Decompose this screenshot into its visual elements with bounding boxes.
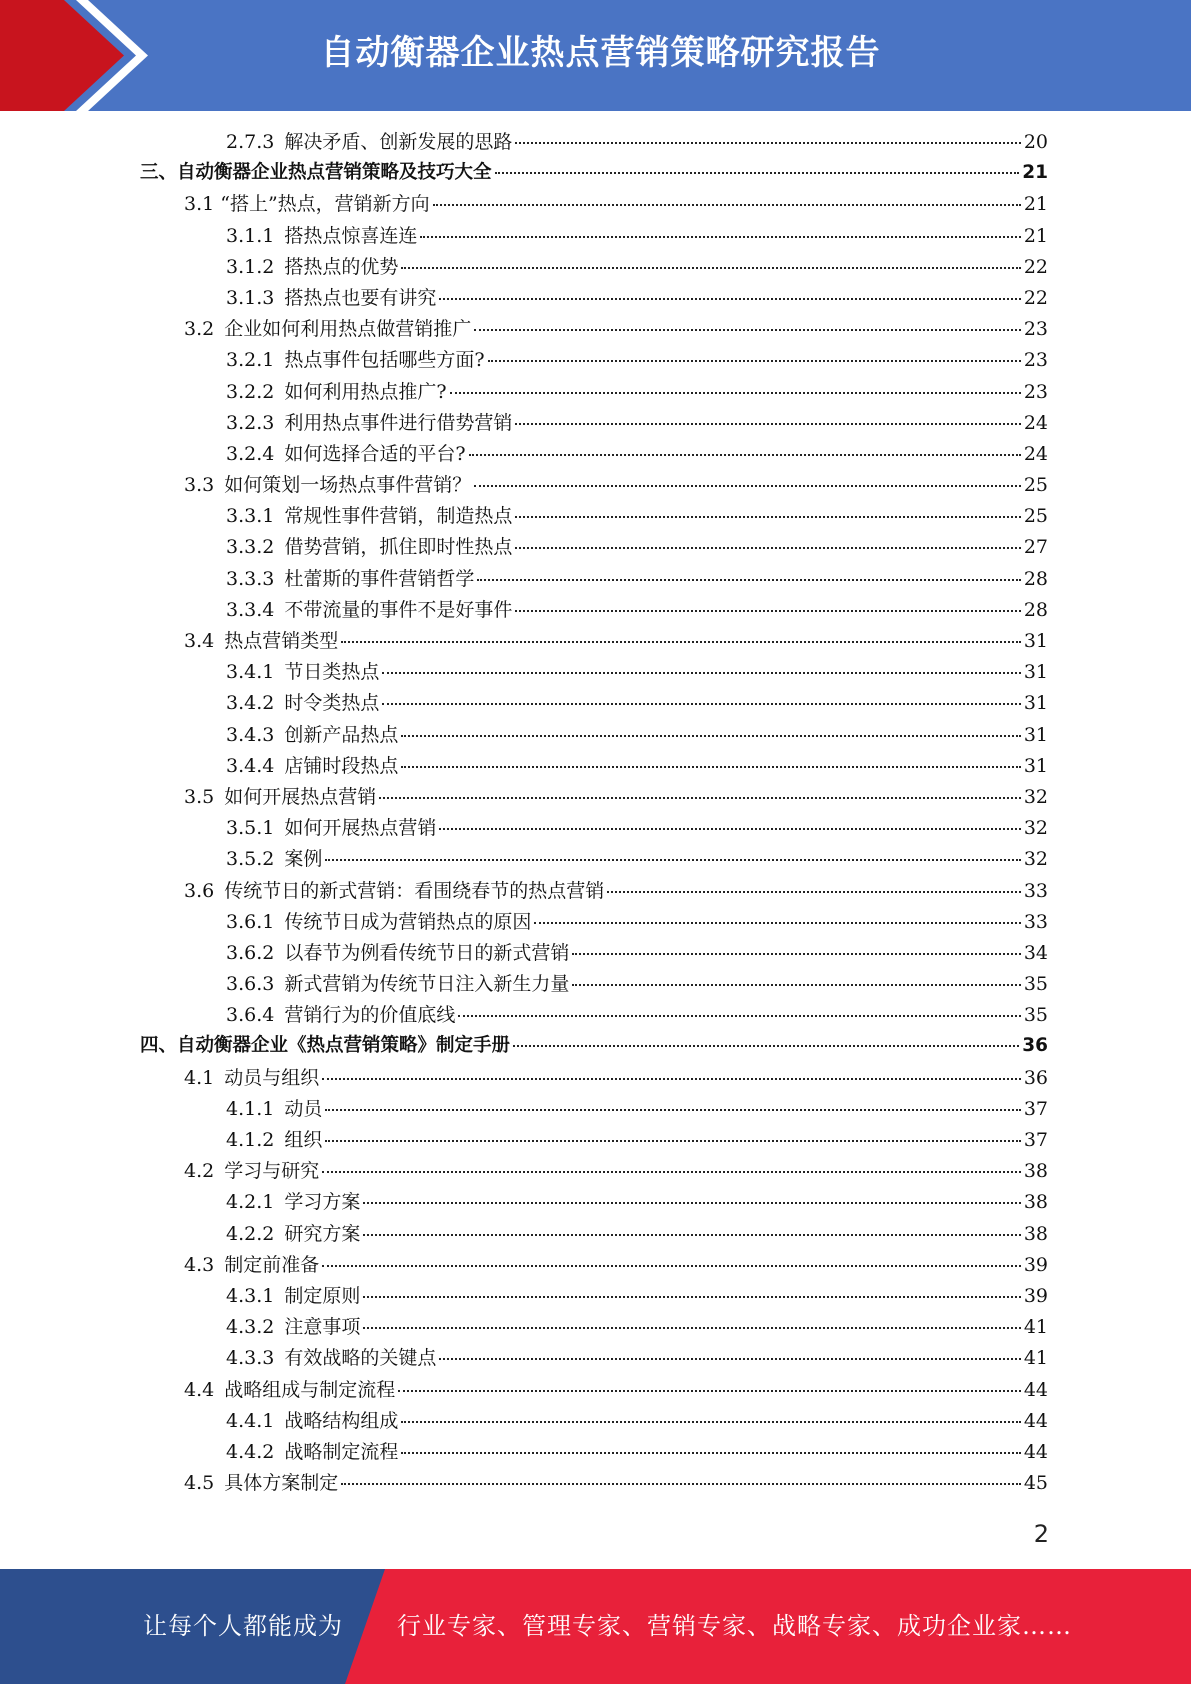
toc-entry-number: 4.3.3 [226,1347,275,1370]
toc-entry-title: 借势营销，抓住即时性热点 [284,536,513,559]
toc-entry[interactable] [140,439,1048,470]
toc-entry[interactable] [140,1281,1048,1312]
toc-dot-leader [495,172,1020,174]
toc-entry-title: 杜蕾斯的事件营销哲学 [284,567,475,590]
toc-dot-leader [477,579,1020,581]
toc-entry-number: 4.2.1 [226,1191,275,1214]
toc-entry[interactable] [140,408,1048,439]
toc-dot-leader [325,859,1020,861]
document-title: 自动衡器企业热点营销策略研究报告 [320,33,881,73]
toc-dot-leader [450,392,1021,394]
toc-entry[interactable] [140,564,1048,595]
toc-dot-leader [572,984,1020,986]
toc-dot-leader [401,735,1020,737]
toc-dot-leader [420,236,1020,238]
toc-dot-leader [458,1015,1020,1017]
toc-entry-title: 3.1 “搭上”热点，营销新方向 [184,193,430,216]
toc-dot-leader [433,204,1021,206]
toc-entry[interactable] [140,470,1048,501]
toc-entry-title: 动员与组织 [224,1066,320,1089]
toc-entry[interactable] [140,1375,1048,1406]
toc-entry-title: 传统节日的新式营销：看围绕春节的热点营销 [224,879,605,902]
toc-entry-page: 28 [1023,567,1048,590]
toc-dot-leader [515,142,1020,144]
toc-entry[interactable] [140,1094,1048,1125]
toc-entry[interactable] [140,876,1048,907]
toc-entry-number: 4.4 [184,1378,215,1401]
toc-entry-title: 动员 [284,1097,323,1120]
toc-entry-title: 解决矛盾、创新发展的思路 [284,131,513,153]
toc-dot-leader [363,1327,1020,1329]
toc-dot-leader [439,298,1020,300]
toc-dot-leader [515,516,1020,518]
toc-entry[interactable] [140,938,1048,969]
toc-entry-number: 4.3.2 [226,1316,275,1339]
toc-entry-page: 39 [1023,1284,1048,1307]
toc-dot-leader [401,1452,1020,1454]
toc-entry-number: 3.1.2 [226,255,275,278]
toc-entry[interactable] [140,189,1048,220]
toc-entry-number: 4.1.1 [226,1097,275,1120]
toc-entry-number: 3.5 [184,785,215,808]
toc-entry-page: 36 [1022,1035,1048,1057]
toc-dot-leader [382,672,1020,674]
toc-entry-title: 研究方案 [284,1222,361,1245]
toc-entry-number: 3.3.4 [226,598,275,621]
toc-entry-number: 2.7.3 [226,131,275,153]
toc-entry-page: 20 [1023,131,1048,153]
toc-entry-title: 企业如何利用热点做营销推广 [224,318,472,341]
toc-entry-page: 21 [1023,224,1048,247]
toc-entry-title: 节日类热点 [284,661,380,684]
toc-entry-number: 3.2.1 [226,349,275,372]
page-footer [0,1569,1191,1684]
toc-entry-page: 33 [1023,910,1048,933]
toc-entry[interactable] [140,844,1048,875]
toc-entry-title: 如何策划一场热点事件营销？ [224,474,472,497]
toc-entry[interactable] [140,501,1048,532]
toc-entry-page: 31 [1023,630,1048,652]
toc-entry-number: 3.1.3 [226,286,275,309]
toc-entry-number: 3.6.2 [226,941,275,964]
toc-entry[interactable] [140,1063,1048,1094]
toc-entry-page: 25 [1023,474,1048,497]
toc-entry-title: 搭热点惊喜连连 [284,224,418,247]
toc-dot-leader [474,485,1021,487]
toc-entry-title: 战略制定流程 [284,1440,399,1463]
toc-entry-number: 3.4 [184,630,215,652]
page-number: 2 [1033,1520,1049,1548]
toc-dot-leader [469,454,1021,456]
toc-entry-page: 23 [1023,318,1048,341]
toc-entry-page: 23 [1023,349,1048,372]
toc-entry-page: 44 [1023,1378,1048,1401]
toc-entry-number: 4.3.1 [226,1284,275,1307]
toc-entry-title: 创新产品热点 [284,723,399,746]
toc-entry-number: 3.6 [184,879,215,902]
toc-entry[interactable] [140,377,1048,408]
toc-entry-title: 如何选择合适的平台? [284,442,466,465]
toc-entry[interactable] [140,252,1048,283]
toc-entry-page: 32 [1023,848,1048,871]
toc-entry[interactable] [140,688,1048,719]
toc-entry[interactable] [140,1468,1048,1499]
toc-entry[interactable] [140,1312,1048,1343]
toc-entry-page: 38 [1023,1191,1048,1214]
toc-entry-page: 21 [1022,162,1048,184]
toc-entry-page: 45 [1023,1472,1048,1495]
toc-entry-title: 如何利用热点推广? [284,380,447,403]
toc-entry-title: 营销行为的价值底线 [284,1004,456,1027]
toc-entry[interactable] [140,1406,1048,1437]
toc-entry[interactable] [140,283,1048,314]
table-of-contents [140,127,1048,1499]
toc-dot-leader [363,1296,1020,1298]
toc-entry-title: 搭热点也要有讲究 [284,286,437,309]
toc-dot-leader [401,267,1020,269]
toc-entry-title: 学习方案 [284,1191,361,1214]
toc-entry-title: 搭热点的优势 [284,255,399,278]
toc-entry-title: 以春节为例看传统节日的新式营销 [284,941,570,964]
toc-entry[interactable] [140,813,1048,844]
toc-entry-page: 35 [1023,973,1048,996]
toc-dot-leader [322,1078,1021,1080]
toc-entry-page: 37 [1023,1097,1048,1120]
toc-entry-number: 3.2.3 [226,411,275,434]
toc-entry-page: 22 [1023,255,1048,278]
toc-entry-number: 4.5 [184,1472,215,1495]
toc-entry-number: 4.1.2 [226,1129,275,1151]
toc-entry[interactable] [140,127,1048,158]
toc-entry-title: 具体方案制定 [224,1472,339,1495]
toc-entry[interactable] [140,626,1048,657]
toc-entry-title: 三、自动衡器企业热点营销策略及技巧大全 [140,162,492,184]
toc-entry-page: 44 [1023,1409,1048,1432]
toc-entry-title: 学习与研究 [224,1160,320,1183]
toc-entry-number: 3.5.2 [226,848,275,871]
toc-entry-page: 33 [1023,879,1048,902]
toc-entry[interactable] [140,1219,1048,1250]
toc-entry[interactable] [140,158,1048,189]
toc-dot-leader [382,703,1020,705]
toc-entry-title: 热点事件包括哪些方面? [284,349,485,372]
toc-entry-page: 21 [1023,193,1048,216]
toc-entry-title: 新式营销为传统节日注入新生力量 [284,973,570,996]
toc-entry-number: 3.6.4 [226,1004,275,1027]
toc-entry-number: 4.2 [184,1160,215,1183]
toc-dot-leader [363,1202,1020,1204]
toc-entry[interactable] [140,1343,1048,1374]
toc-entry-number: 3.4.2 [226,692,275,715]
toc-entry-number: 3.3.3 [226,567,275,590]
toc-dot-leader [325,1140,1020,1142]
toc-entry-title: 制定原则 [284,1284,361,1307]
toc-entry[interactable] [140,1437,1048,1468]
toc-dot-leader [439,828,1020,830]
toc-entry-page: 44 [1023,1440,1048,1463]
toc-entry[interactable] [140,532,1048,563]
toc-entry-number: 3.1.1 [226,224,275,247]
toc-entry-number: 3.2 [184,318,215,341]
toc-entry-number: 3.6.3 [226,973,275,996]
toc-entry-number: 3.2.2 [226,380,275,403]
toc-entry-title: 战略结构组成 [284,1409,399,1432]
toc-entry-title: 常规性事件营销，制造热点 [284,505,513,528]
toc-dot-leader [341,641,1021,643]
toc-entry-number: 3.4.1 [226,661,275,684]
toc-entry[interactable] [140,1187,1048,1218]
toc-entry[interactable] [140,345,1048,376]
toc-entry-title: 利用热点事件进行借势营销 [284,411,513,434]
toc-entry[interactable] [140,751,1048,782]
toc-entry[interactable] [140,657,1048,688]
toc-dot-leader [515,423,1020,425]
toc-entry-title: 注意事项 [284,1316,361,1339]
toc-entry-number: 4.2.2 [226,1222,275,1245]
toc-entry-page: 31 [1023,692,1048,715]
toc-dot-leader [534,922,1020,924]
toc-entry-title: 案例 [284,848,323,871]
toc-entry-number: 4.1 [184,1066,215,1089]
toc-entry-number: 3.6.1 [226,910,275,933]
toc-entry-page: 35 [1023,1004,1048,1027]
footer-slogan-left: 让每个人都能成为 [143,1612,343,1640]
toc-entry-page: 31 [1023,754,1048,777]
toc-entry-number: 4.3 [184,1253,215,1276]
toc-entry[interactable] [140,1156,1048,1187]
toc-dot-leader [474,329,1021,331]
toc-entry-title: 时令类热点 [284,692,380,715]
toc-entry-title: 组织 [284,1129,323,1151]
toc-entry-title: 有效战略的关键点 [284,1347,437,1370]
toc-entry-page: 41 [1023,1316,1048,1339]
toc-entry-number: 4.4.2 [226,1440,275,1463]
toc-dot-leader [322,1265,1021,1267]
toc-dot-leader [325,1109,1020,1111]
toc-entry-title: 如何开展热点营销 [224,785,377,808]
toc-entry-page: 36 [1023,1066,1048,1089]
toc-dot-leader [439,1358,1020,1360]
toc-entry-page: 24 [1023,442,1048,465]
toc-entry-page: 24 [1023,411,1048,434]
toc-entry-page: 31 [1023,661,1048,684]
toc-entry-number: 3.4.4 [226,754,275,777]
toc-entry[interactable] [140,907,1048,938]
toc-dot-leader [572,953,1020,955]
toc-entry-page: 37 [1023,1129,1048,1151]
toc-entry[interactable] [140,782,1048,813]
toc-dot-leader [341,1483,1021,1485]
toc-entry-title: 如何开展热点营销 [284,817,437,840]
toc-entry[interactable] [140,314,1048,345]
toc-entry-page: 28 [1023,598,1048,621]
toc-dot-leader [398,1390,1021,1392]
toc-dot-leader [515,610,1020,612]
toc-entry-page: 27 [1023,536,1048,559]
toc-entry-title: 四、自动衡器企业《热点营销策略》制定手册 [140,1035,511,1057]
toc-entry[interactable] [140,1125,1048,1156]
toc-entry-number: 4.4.1 [226,1409,275,1432]
toc-entry[interactable] [140,1000,1048,1031]
toc-entry-page: 34 [1023,941,1048,964]
toc-entry-page: 22 [1023,286,1048,309]
toc-dot-leader [363,1234,1020,1236]
toc-entry-title: 热点营销类型 [224,630,339,652]
toc-entry-page: 38 [1023,1222,1048,1245]
toc-entry-number: 3.3 [184,474,215,497]
toc-dot-leader [607,891,1021,893]
toc-entry-number: 3.5.1 [226,817,275,840]
toc-dot-leader [488,360,1021,362]
toc-entry-number: 3.3.1 [226,505,275,528]
toc-entry-page: 25 [1023,505,1048,528]
toc-entry-number: 3.4.3 [226,723,275,746]
toc-entry[interactable] [140,1031,1048,1062]
toc-entry-page: 32 [1023,817,1048,840]
footer-slogan-right: 行业专家、管理专家、营销专家、战略专家、成功企业家…… [397,1612,1072,1640]
toc-dot-leader [322,1171,1021,1173]
toc-entry-title: 传统节日成为营销热点的原因 [284,910,532,933]
toc-entry-number: 3.2.4 [226,442,275,465]
toc-entry[interactable] [140,969,1048,1000]
toc-dot-leader [513,1045,1019,1047]
toc-entry-title: 战略组成与制定流程 [224,1378,396,1401]
toc-dot-leader [379,797,1021,799]
toc-entry-title: 制定前准备 [224,1253,320,1276]
header-chevron-decoration [0,0,160,111]
page-header [0,0,1191,111]
toc-entry-page: 38 [1023,1160,1048,1183]
toc-entry-title: 不带流量的事件不是好事件 [284,598,513,621]
toc-entry[interactable] [140,720,1048,751]
toc-entry-page: 41 [1023,1347,1048,1370]
toc-entry-page: 31 [1023,723,1048,746]
toc-dot-leader [401,1421,1020,1423]
toc-entry[interactable] [140,221,1048,252]
toc-entry-number: 3.3.2 [226,536,275,559]
toc-entry[interactable] [140,595,1048,626]
toc-entry-page: 39 [1023,1253,1048,1276]
toc-dot-leader [515,547,1020,549]
toc-dot-leader [401,766,1020,768]
toc-entry-page: 23 [1023,380,1048,403]
toc-entry-title: 店铺时段热点 [284,754,399,777]
toc-entry-page: 32 [1023,785,1048,808]
toc-entry[interactable] [140,1250,1048,1281]
